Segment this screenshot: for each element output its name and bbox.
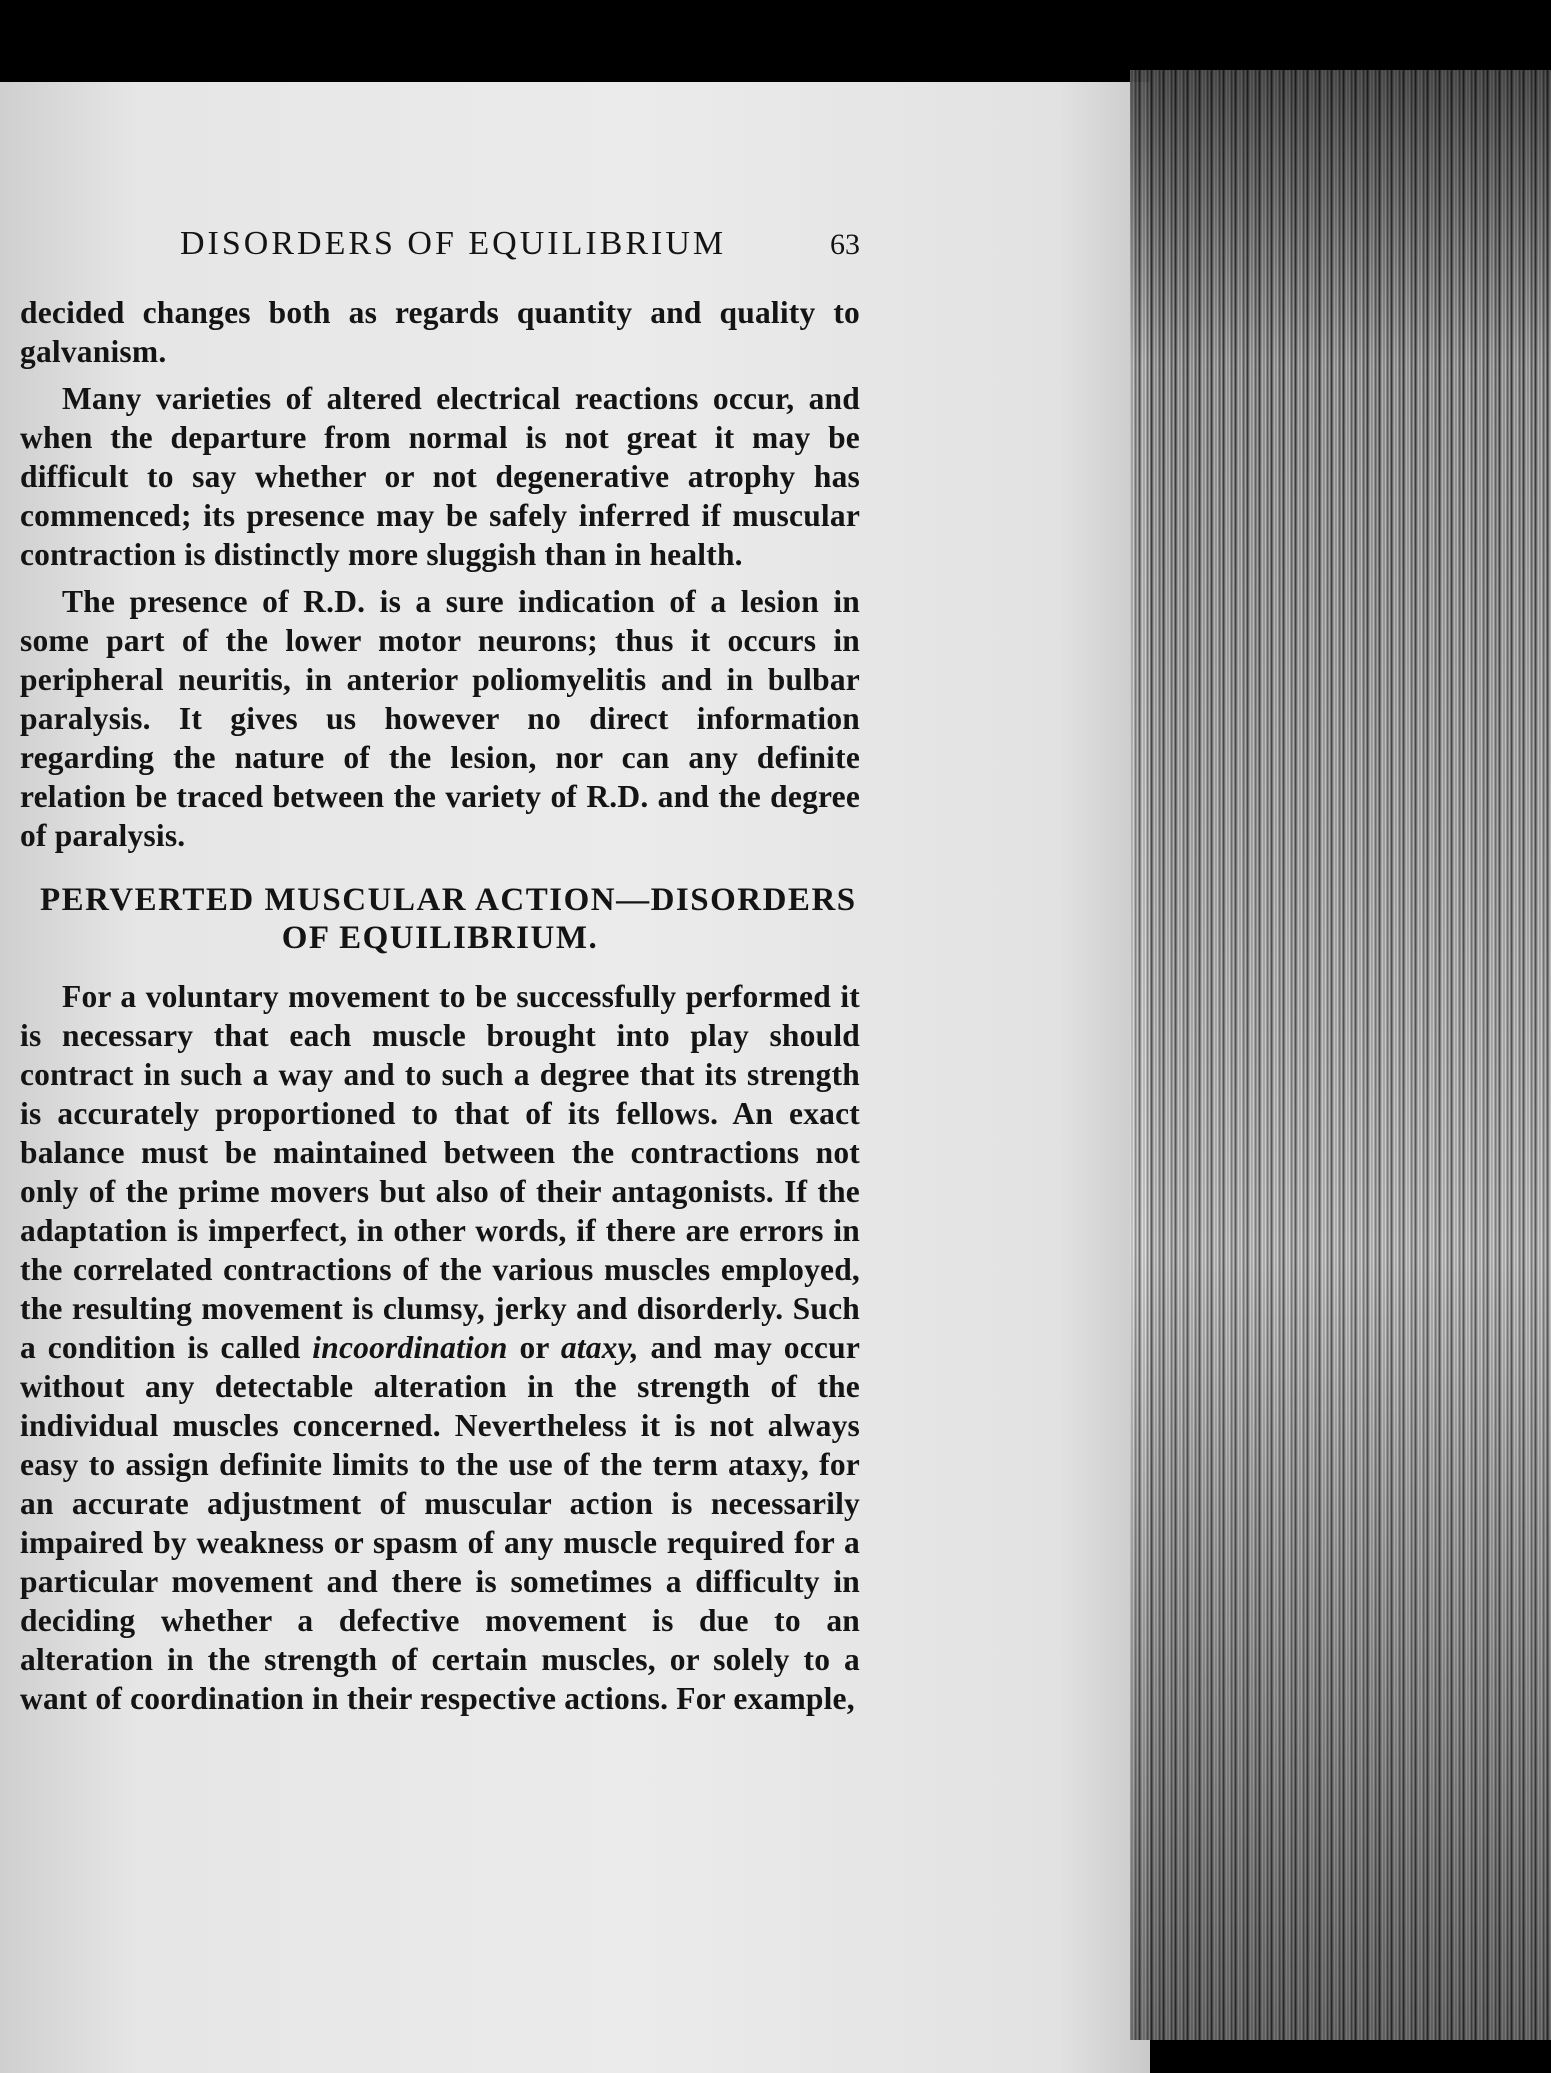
section-heading-line: PERVERTED MUSCULAR ACTION—DISORDERS [40,882,857,918]
page-text-block [20,225,860,1726]
paragraph-text: For a voluntary movement to be successfully performed it is necessary that each muscle brought into play should contract in such a way and to such a degree that its strength is accurately proportioned to that of its fellows. An exact balance must be maintained between the contractions not only of the prime movers but also of their antagonists. If the adaptation is imperfect, in other words, if there are errors in the correlated contractions of the various muscles employed, the resulting movement is clumsy, jerky and disorderly. Such a condition is called [20,979,860,1365]
paragraph-text: or [519,1330,550,1365]
section-heading-line: OF EQUILIBRIUM. [281,920,599,956]
paragraph-text: and may occur without any detectable alteration in the strength of the individual muscles concerned. Nevertheless it is not always easy to assign definite limits to the use of the term ataxy, for an accurate adjustment of muscular action is necessarily impaired by weakness or spasm of any muscle required for a particular movement and there is sometimes a difficulty in deciding whether a defective movement is due to an alteration in the strength of certain muscles, or solely to a want of coordination in their respective actions. For example, [20,1330,861,1716]
page-edges-shadow [1130,70,1551,2040]
section-heading [20,881,860,957]
italic-term: ataxy, [560,1330,639,1365]
paragraph: decided changes both as regards quantity and quality to galvanism. [20,295,860,369]
running-title: DISORDERS OF EQUILIBRIUM [180,225,727,262]
paragraph [20,977,860,1718]
page-number: 63 [830,228,860,261]
paragraph: Many varieties of altered electrical reactions occur, and when the departure from normal is not great it may be difficult to say whether or not degenerative atrophy has commenced; its presence may be safely inferred if muscular contraction is distinctly more sluggish than in health. [20,381,860,572]
running-head [20,225,860,263]
paragraph: The presence of R.D. is a sure indication of a lesion in some part of the lower motor neurons; thus it occurs in peripheral neuritis, in anterior poliomyelitis and in bulbar paralysis. It gives us however no direct information regarding the nature of the lesion, nor can any definite relation be traced between the variety of R.D. and the degree of paralysis. [20,584,860,853]
italic-term: incoordination [312,1330,508,1365]
